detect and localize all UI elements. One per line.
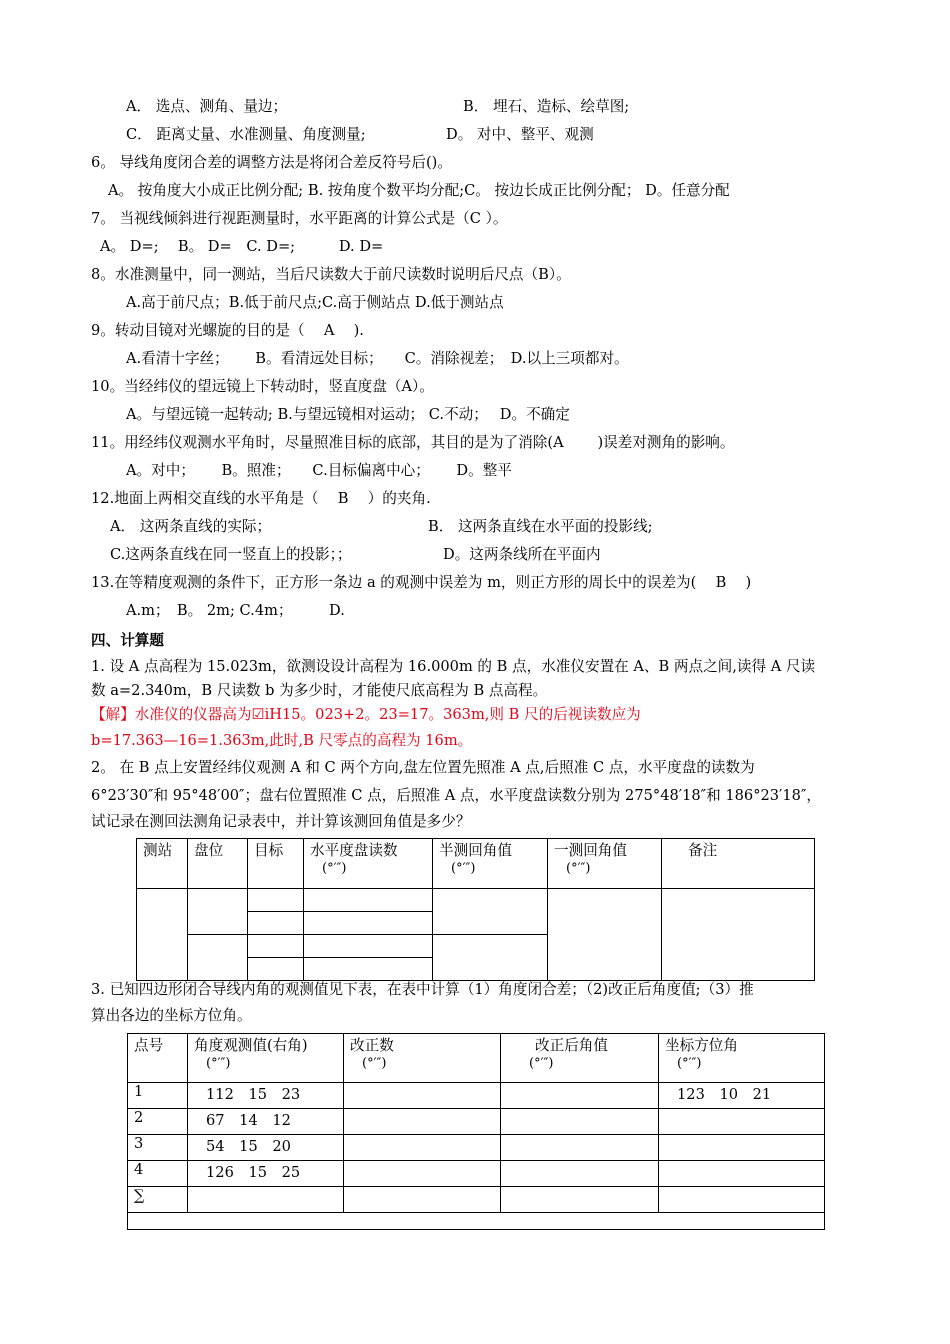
observed-angle-cell: 112 15 23 (188, 1083, 344, 1109)
table-row (128, 1135, 825, 1161)
question-8-options: A.高于前尺点；B.低于前尺点;C.高于侧站点 D.低于测站点 (126, 294, 504, 311)
header-remarks: 备注 (662, 839, 815, 889)
question-12-option-d: D。这两条线所在平面内 (443, 546, 601, 563)
header-full-round-angle: 一测回角值 (°′″) (548, 839, 662, 889)
point-cell: 2 (128, 1109, 188, 1135)
calc-3-line-2: 算出各边的坐标方位角。 (91, 1007, 252, 1024)
header-face: 盘位 (188, 839, 248, 889)
point-cell: 1 (128, 1083, 188, 1109)
table-row (128, 1161, 825, 1187)
header-point: 点号 (128, 1034, 188, 1083)
table-row (128, 1083, 825, 1109)
question-9: 9。转动目镜对光螺旋的目的是（ A ). (91, 322, 364, 339)
table-row (128, 1109, 825, 1135)
header-azimuth: 坐标方位角 (°′″) (659, 1034, 825, 1083)
calc-2-line-3: 试记录在测回法测角记录表中，并计算该测回角值是多少？ (91, 813, 471, 830)
option-c-line: C． 距离丈量、水准测量、角度测量; (126, 126, 366, 143)
point-cell: 3 (128, 1135, 188, 1161)
question-10-options: A。与望远镜一起转动; B.与望远镜相对运动； C.不动； D。不确定 (126, 406, 570, 423)
point-cell: 4 (128, 1161, 188, 1187)
azimuth-cell: 123 10 21 (659, 1083, 825, 1109)
observed-angle-cell: 54 15 20 (188, 1135, 344, 1161)
option-b-line: B． 埋石、造标、绘草图; (463, 98, 630, 115)
question-11: 11。用经纬仪观测水平角时，尽量照准目标的底部，其目的是为了消除(A )误差对测角的影响。 (91, 434, 735, 451)
calc-1-line-2: 数 a=2.340m，B 尺读数 b 为多少时，才能使尺底高程为 B 点高程。 (91, 682, 548, 699)
header-circle-reading: 水平度盘读数 (°′″) (304, 839, 433, 889)
angle-record-table (136, 838, 815, 981)
observed-angle-cell: 67 14 12 (188, 1109, 344, 1135)
calc-2-line-2: 6°23′30″和 95°48′00″；盘右位置照准 C 点，后照准 A 点，水平度盘读数分别为 275°48′18″和 186°23′18″， (91, 787, 821, 804)
observed-angle-cell: 126 15 25 (188, 1161, 344, 1187)
section-heading-calculation: 四、计算题 (91, 632, 164, 649)
header-target: 目标 (248, 839, 304, 889)
calc-3-line-1: 3. 已知四边形闭合导线内角的观测值见下表，在表中计算（1）角度闭合差；（2)改正后角度值;（3）推 (91, 981, 754, 998)
question-9-options: A.看清十字丝； B。看清远处目标； C。消除视差； D.以上三项都对。 (126, 350, 629, 367)
azimuth-cell (659, 1109, 825, 1135)
question-12-option-a: A． 这两条直线的实际； (110, 518, 272, 535)
question-12-option-c: C.这两条直线在同一竖直上的投影；； (110, 546, 352, 563)
header-correction: 改正数 (°′″) (344, 1034, 501, 1083)
header-half-round-angle: 半测回角值 (°′″) (433, 839, 548, 889)
header-station: 测站 (137, 839, 188, 889)
question-11-options: A。对中； B。照准； C.目标偏离中心； D。整平 (126, 462, 512, 479)
question-8: 8。水准测量中，同一测站，当后尺读数大于前尺读数时说明后尺点（B）。 (91, 266, 571, 283)
question-6: 6。 导线角度闭合差的调整方法是将闭合差反符号后()。 (91, 154, 452, 171)
calc-1-line-1: 1. 设 A 点高程为 15.023m，欲测设设计高程为 16.000m 的 B 点，水准仪安置在 A、B 两点之间,读得 A 尺读 (91, 658, 816, 675)
table-header-row (128, 1034, 825, 1083)
table-row (137, 889, 815, 912)
header-corrected-angle: 改正后角值 (°′″) (501, 1034, 659, 1083)
azimuth-cell (659, 1135, 825, 1161)
question-13-options: A.m； B。 2m; C.4m； D. (126, 602, 345, 619)
traverse-angle-table (127, 1033, 825, 1230)
calc-1-solution-line-2: b=17.363—16=1.363m,此时,B 尺零点的高程为 16m。 (91, 732, 473, 749)
calc-1-solution-line-1: 【解】水准仪的仪器高为☑iH15。023+2。23=17。363m,则 B 尺的后视读数应为 (91, 706, 641, 723)
question-7: 7。 当视线倾斜进行视距测量时，水平距离的计算公式是（C ）。 (91, 210, 508, 227)
calc-2-line-1: 2。 在 B 点上安置经纬仪观测 A 和 C 两个方向,盘左位置先照准 A 点,后照准 C 点，水平度盘的读数为 (91, 759, 755, 776)
question-6-options: A。 按角度大小成正比例分配; B. 按角度个数平均分配;C。 按边长成正比例分配； D。任意分配 (108, 182, 730, 199)
question-10: 10。当经纬仪的望远镜上下转动时，竖直度盘（A）。 (91, 378, 434, 395)
question-12-option-b: B． 这两条直线在水平面的投影线; (428, 518, 653, 535)
option-a-line: A． 选点、测角、量边； (126, 98, 288, 115)
azimuth-cell (659, 1161, 825, 1187)
table-blank-row (128, 1213, 825, 1230)
table-sum-row (128, 1187, 825, 1213)
table-header-row (137, 839, 815, 889)
option-d-line: D。 对中、整平、观测 (446, 126, 594, 143)
sum-symbol: ∑ (128, 1187, 188, 1213)
question-12: 12.地面上两相交直线的水平角是（ B ）的夹角. (91, 490, 431, 507)
header-observed-angle: 角度观测值(右角) (°′″) (188, 1034, 344, 1083)
question-13: 13.在等精度观测的条件下，正方形一条边 a 的观测中误差为 m，则正方形的周长中的误差为( B ) (91, 574, 752, 591)
question-7-options: A。 D=; B。 D= C. D=; D. D= (100, 238, 384, 255)
